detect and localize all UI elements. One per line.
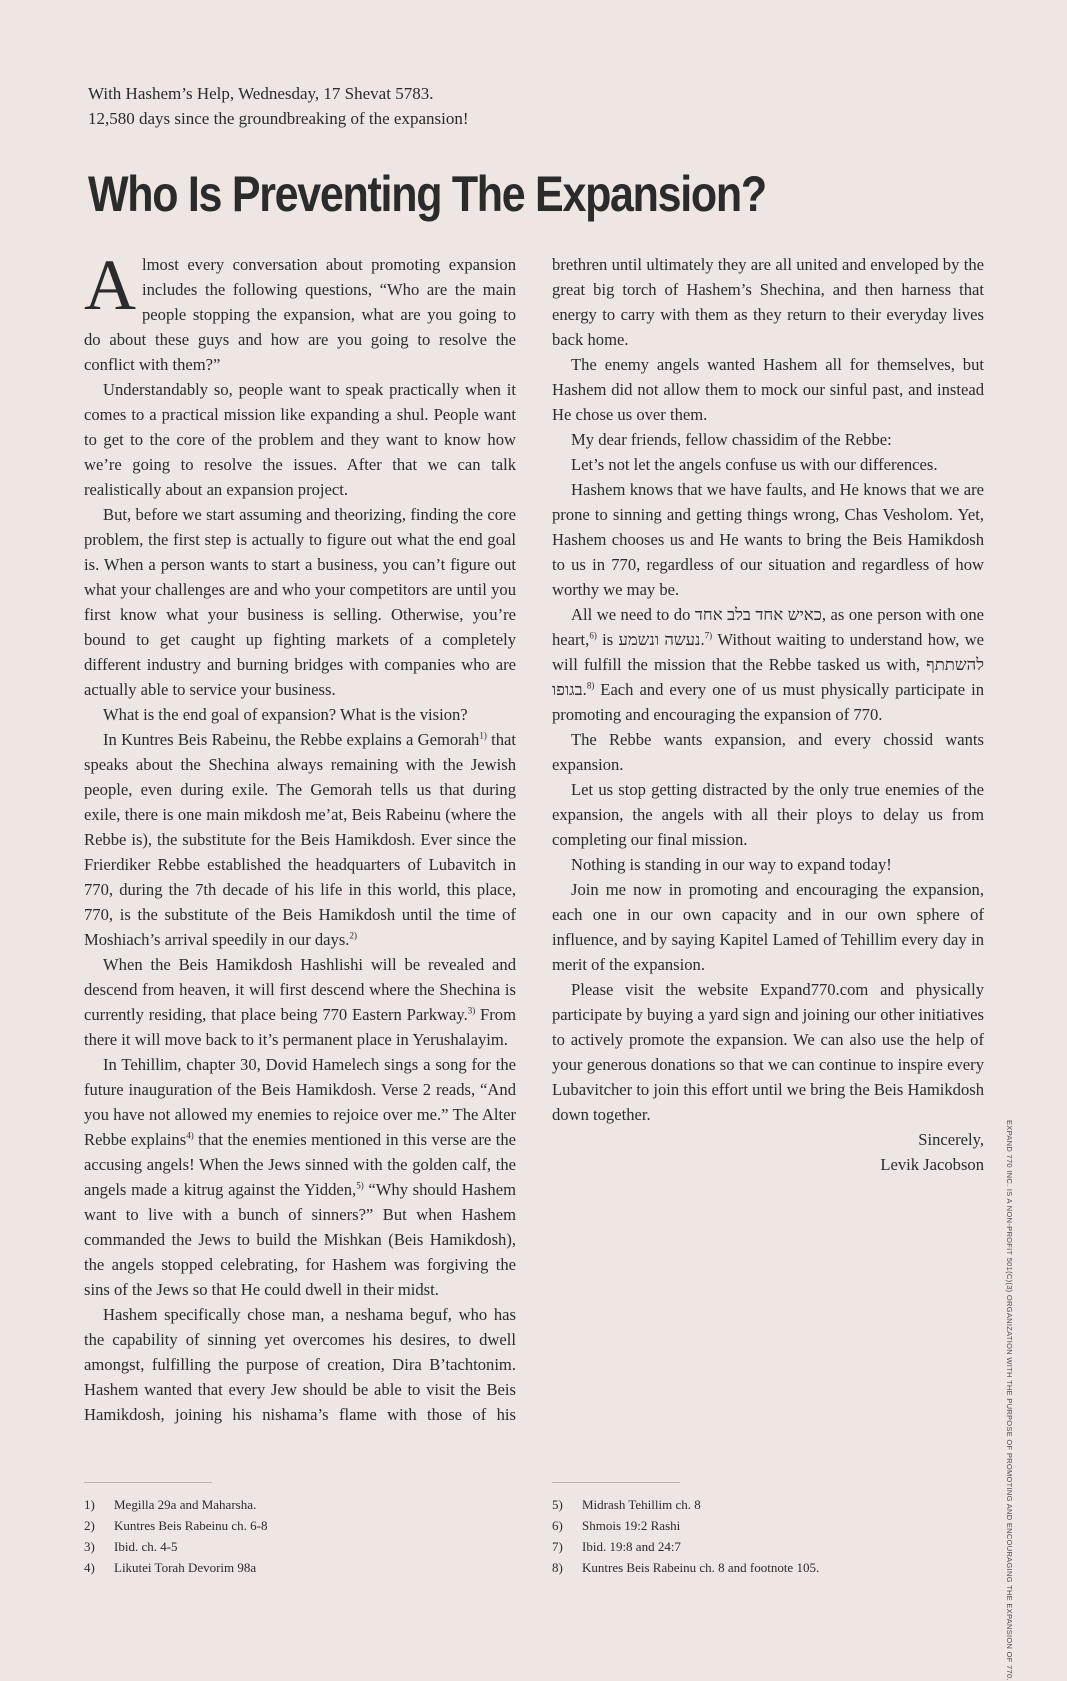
footnotes-left [84,1482,514,1578]
side-disclaimer: EXPAND 770 INC. IS A NON-PROFIT 501(C)(3) ORGANIZATION WITH THE PURPOSE OF PROMOTING AND ENCOURAGING THE EXPANSION OF 770. [1005,1120,1014,1681]
hebrew-phrase: להשתתף בגופו [552,655,984,699]
footnote-item: 3) Ibid. ch. 4-5 [84,1539,178,1554]
footnote-ref: 2) [349,930,357,941]
paragraph-5: In Kuntres Beis Rabeinu, the Rebbe explains a Gemorah$^{1)}$ that speaks about the Shechina always remaining with the Jewish people, even during exile. The Gemorah tells us that during exile, there is one main mikdosh me’at, Beis Rabeinu (where the Rebbe is), the substitute for the Beis Hamikdosh. Ever since the Frierdiker Rebbe established the headquarters of Lubavitch in 770, during the 7th decade of his life in this world, this place, 770, is the substitute of the Beis Hamikdosh until the time of Moshiach’s arrival speedily in our days.$^{2)}$ [84,730,516,949]
sign-off: Sincerely, [918,1130,984,1149]
paragraph-14: The Rebbe wants expansion, and every chossid wants expansion. [552,730,984,774]
article-title: Who Is Preventing The Expansion? [88,166,766,222]
dateline-days-count: 12,580 days since the groundbreaking of the expansion! [88,109,469,128]
paragraph-6: When the Beis Hamikdosh Hashlishi will be revealed and descend from heaven, it will first descend where the Shechina is currently residing, that place being 770 Eastern Parkway.$^{3)}$ From there it will move back to it’s permanent place in Yerushalayim. [84,955,517,1049]
hebrew-phrase: כאיש אחד בלב אחד [694,605,822,624]
footnote-ref: 5) [356,1180,364,1191]
footnote-item: 2) Kuntres Beis Rabeinu ch. 6-8 [84,1518,268,1533]
paragraph-18: Please visit the website Expand770.com and physically participate by buying a yard sign and joining our other initiatives to actively promote the expansion. We can also use the help of your generous donations so that we can continue to inspire every Lubavitcher to join this effort until we bring the Beis Hamikdosh down together. [552,980,984,1124]
signature: Levik Jacobson [880,1155,984,1174]
footnote-item: 8) Kuntres Beis Rabeinu ch. 8 and footnote 105. [552,1560,820,1575]
paragraph-11: Let’s not let the angels confuse us with our differences. [571,455,938,474]
footnote-item: 6) Shmois 19:2 Rashi [552,1518,681,1533]
paragraph-7: In Tehillim, chapter 30, Dovid Hamelech sings a song for the future inauguration of the Beis Hamikdosh. Verse 2 reads, “And you have not allowed my enemies to rejoice over me.” The Alter Rebbe explains$^{4)}$ that the enemies mentioned in this verse are the accusing angels! When the Jews sinned with the golden calf, the angels made a kitrug against the Yidden,$^{5)}$ “Why should Hashem want to live with a bunch of sinners?” But when Hashem commanded the Jews to build the Mishkan (Beis Hamikdosh), the angels stopped celebrating, for Hashem was forgiving the sins of the Jews so that He could dwell in their midst. [84,1055,517,1299]
paragraph-1: Almost every conversation about promoting expansion includes the following questions, “Who are the main people stopping the expansion, what are you going to do about these guys and how are you going to resolve the conflict with them?” [84,245,516,374]
footnote-item: 4) Likutei Torah Devorim 98a [84,1560,257,1575]
footnote-ref: 8) [586,680,595,691]
footnote-ref: 7) [704,630,713,641]
article-body [84,245,985,1444]
paragraph-4: What is the end goal of expansion? What is the vision? [103,705,468,724]
paragraph-16: Nothing is standing in our way to expand today! [571,855,892,874]
footnote-item: 1) Megilla 29a and Maharsha. [84,1497,257,1512]
drop-cap: A [84,245,136,325]
paragraph-17: Join me now in promoting and encouraging the expansion, each one in our own capacity and in our own sphere of influence, and by saying Kapitel Lamed of Tehillim every day in merit of the expansion. [552,880,984,974]
paragraph-12: Hashem knows that we have faults, and He knows that we are prone to sinning and getting things wrong, Chas Vesholom. Yet, Hashem chooses us and He wants to bring the Beis Hamikdosh to us in 770, regardless of our situation and regardless of how worthy we may be. [552,480,984,599]
paragraph-13: All we need to do כאיש אחד בלב אחד, as one person with one heart,$^{6)}$ is נעשה ונשמע.$^{7)}$ Without waiting to understand how, we will fulfill the mission that the Rebbe tasked us with, להשתתף בגופו.$^{8)}$ Each and every one of us must physically participate in promoting and encouraging the expansion of 770. [552,605,985,724]
paragraph-15: Let us stop getting distracted by the only true enemies of the expansion, the angels with all their ploys to delay us from completing our final mission. [552,780,984,849]
footnote-item: 5) Midrash Tehillim ch. 8 [552,1497,701,1512]
paragraph-8: Hashem specifically chose man, a neshama beguf, who has the capability of sinning yet overcomes his desires, to dwell amongst, fulfilling the purpose of creation, Dira B’tachtonim. Hashem wanted that every Jew should be able to visit the Beis Hamikdosh, joining his nishama’s flame with those of his brethren until ultimately they are all united and enveloped by the great big torch of Hashem’s Shechina, and then harness that energy to carry with them as they return to their everyday lives back home. [84,255,984,1424]
footnote-ref: 6) [589,630,597,641]
paragraph-3: But, before we start assuming and theorizing, finding the core problem, the first step is actually to figure out what the end goal is. When a person wants to start a business, you can’t figure out what your challenges are and who your competitors are until you first know what your business is selling. Otherwise, you’re bound to get caught up fighting markets of a completely different industry and burning bridges with companies who are actually able to service your business. [84,505,516,699]
paragraph-2: Understandably so, people want to speak practically when it comes to a practical mission like expanding a shul. People want to get to the core of the problem and they want to know how we’re going to resolve the issues. After that we can talk realistically about an expansion project. [84,380,516,499]
paragraph-9: The enemy angels wanted Hashem all for themselves, but Hashem did not allow them to mock our sinful past, and instead He chose us over them. [552,355,984,424]
dateline-hebrew-date: With Hashem’s Help, Wednesday, 17 Shevat 5783. [88,84,434,103]
footnote-ref: 4) [186,1130,194,1141]
footnote-ref: 3) [467,1005,476,1016]
paragraph-10: My dear friends, fellow chassidim of the Rebbe: [571,430,892,449]
dateline [88,81,469,131]
hebrew-phrase: נעשה ונשמע [618,630,701,649]
footnotes-right [552,1482,982,1578]
footnote-ref: 1) [479,730,487,741]
footnote-item: 7) Ibid. 19:8 and 24:7 [552,1539,681,1554]
